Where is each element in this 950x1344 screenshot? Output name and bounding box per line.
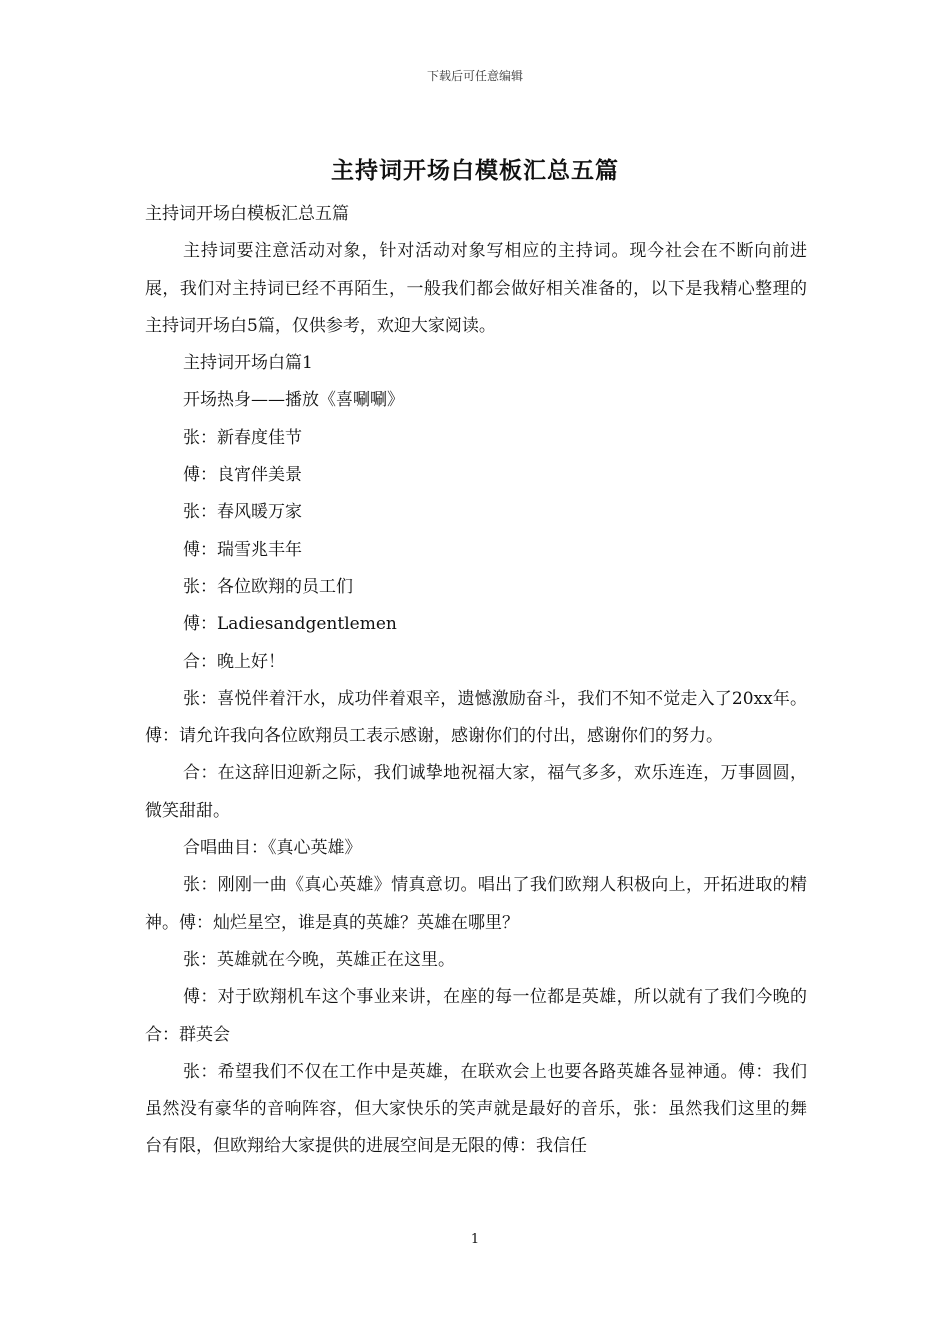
dialogue-line: 傅：Ladiesandgentlemen [183, 614, 397, 635]
page-footer [0, 1232, 950, 1247]
dialogue-line: 傅：瑞雪兆丰年 [183, 539, 302, 560]
dialogue-line: 张：春风暖万家 [183, 502, 302, 523]
dialogue-line: 傅：对于欧翔机车这个事业来讲，在座的每一位都是英雄，所以就有了我们今晚的合：群英会 [145, 987, 807, 1045]
dialogue-line: 张：新春度佳节 [183, 427, 302, 448]
body-paragraph: 开场热身——播放《喜唰唰》 [183, 390, 404, 411]
page-header [0, 67, 950, 84]
page-number: 1 [470, 1232, 480, 1247]
dialogue-line: 合：在这辞旧迎新之际，我们诚挚地祝福大家，福气多多，欢乐连连，万事圆圆，微笑甜甜。 [145, 763, 807, 821]
dialogue-line: 合唱曲目：《真心英雄》 [183, 838, 362, 859]
dialogue-line: 张：刚刚一曲《真心英雄》情真意切。唱出了我们欧翔人积极向上，开拓进取的精神。傅：灿烂星空，谁是真的英雄？英雄在哪里？ [145, 875, 807, 933]
document-title: 主持词开场白模板汇总五篇 [331, 157, 619, 184]
dialogue-line: 傅：良宵伴美景 [183, 465, 302, 486]
section-heading: 主持词开场白篇1 [183, 353, 313, 374]
header-note: 下载后可任意编辑 [426, 69, 523, 83]
document-body [145, 196, 807, 1166]
dialogue-line: 合：晚上好！ [183, 651, 285, 672]
intro-paragraph: 主持词要注意活动对象，针对活动对象写相应的主持词。现今社会在不断向前进展，我们对主持词已经不再陌生，一般我们都会做好相关准备的，以下是我精心整理的主持词开场白5篇，仅供参考，欢迎大家阅读。 [145, 241, 807, 336]
dialogue-line: 张：喜悦伴着汗水，成功伴着艰辛，遗憾激励奋斗，我们不知不觉走入了20xx年。傅：请允许我向各位欧翔员工表示感谢，感谢你们的付出，感谢你们的努力。 [145, 688, 807, 747]
dialogue-line: 张：希望我们不仅在工作中是英雄，在联欢会上也要各路英雄各显神通。傅：我们虽然没有豪华的音响阵容，但大家快乐的笑声就是最好的音乐，张：虽然我们这里的舞台有限，但欧翔给大家提供的进展空间是无限的傅：我信任 [145, 1061, 807, 1157]
dialogue-line: 张：英雄就在今晚，英雄正在这里。 [183, 949, 455, 970]
dialogue-line: 张：各位欧翔的员工们 [183, 576, 353, 597]
subtitle-paragraph: 主持词开场白模板汇总五篇 [145, 204, 349, 224]
